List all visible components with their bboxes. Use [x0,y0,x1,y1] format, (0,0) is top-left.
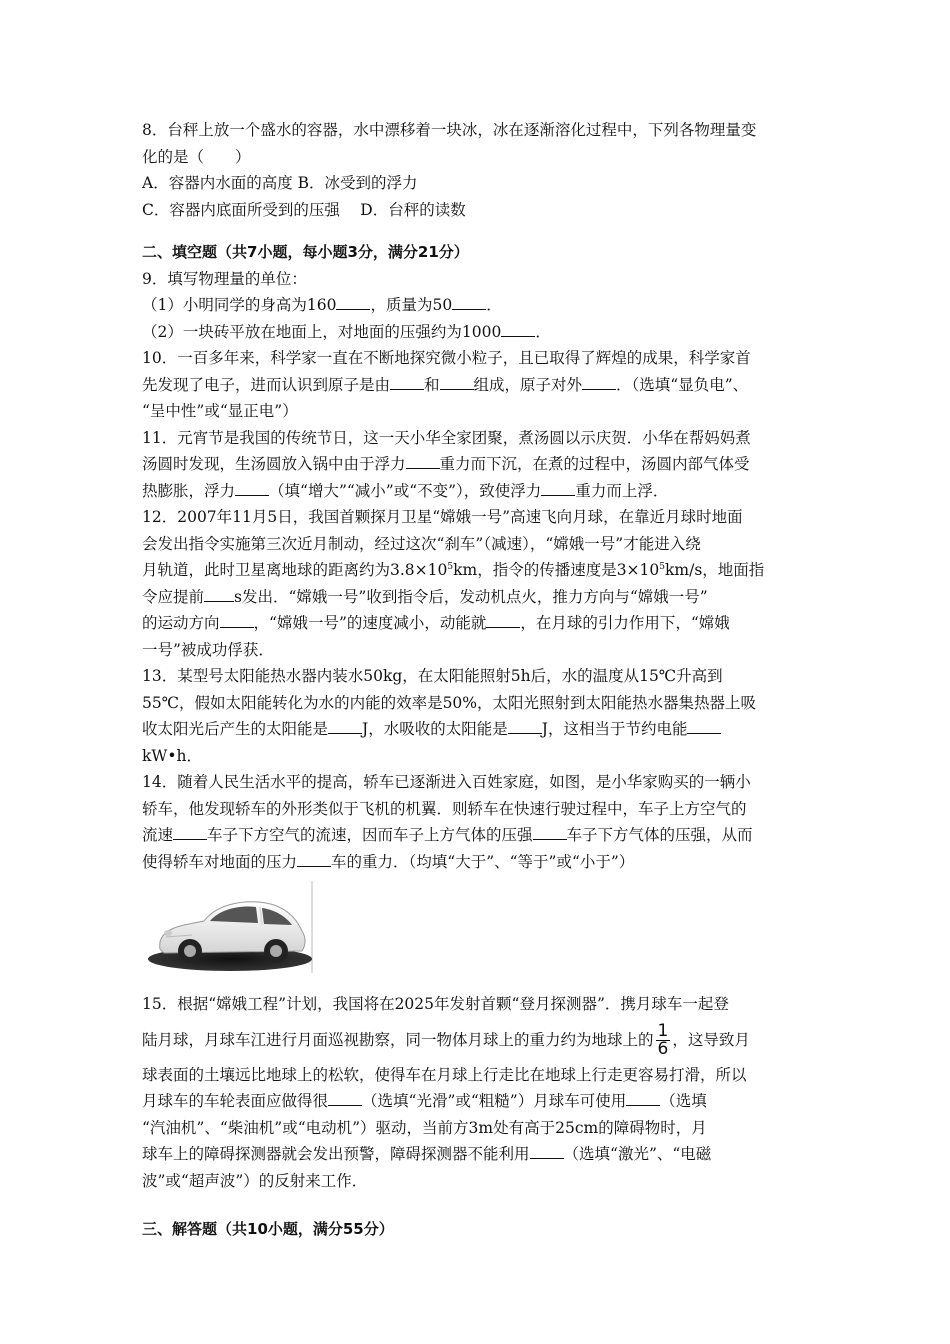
q13-line-2: 55℃，假如太阳能转化为水的内能的效率是50%，太阳光照射到太阳能热水器集热器上吸 [142,693,757,712]
q9-part-1: （1）小明同学的身高为160 ，质量为50 ． [142,292,814,319]
q15-line-1: 15．根据“嫦娥工程”计划，我国将在2025年发射首颗“登月探测器”．携月球车一起登 [142,995,729,1013]
car-image [146,881,316,973]
answer-blank [328,1089,362,1106]
document-content [142,117,814,1243]
answer-blank [297,850,331,867]
q11-line-3: 热膨胀，浮力 （填“增大”“减小”或“不变”），致使浮力 重力而上浮． [142,478,814,505]
q12-line-4: 令应提前 s发出．“嫦娥一号”收到指令后，发动机点火，推力方向与“嫦娥一号” [142,584,814,611]
q13-line-1: 13．某型号太阳能热水器内装水50kg，在太阳能照射5h后，水的温度从15℃升高到 [142,667,723,685]
answer-blank [501,320,535,337]
answer-blank [235,479,269,496]
answer-blank [626,1089,660,1106]
section-3-title: 三、解答题（共10小题，满分55分） [142,1220,394,1238]
q9-part-2: （2）一块砖平放在地面上，对地面的压强约为1000 ． [142,319,814,346]
answer-blank [440,373,474,390]
q15-line-6: 球车上的障碍探测器就会发出预警，障碍探测器不能利用 （选填“激光”、“电磁 [142,1141,814,1168]
q15-line-4: 月球车的车轮表面应做得很 （选填“光滑”或“粗糙”）月球车可使用 （选填 [142,1088,814,1115]
q15-line-5: “汽油机”、“柴油机”或“电动机”）驱动，当前方3m处有高于25cm的障碍物时，月 [142,1118,707,1137]
q12-line-3: 月轨道，此时卫星离地球的距离约为$3.8\times 10^5km$，指令的传播速度是$3\times 10^5km/s$，地面指 [142,561,765,579]
q14-line-1: 14．随着人民生活水平的提高，轿车已逐渐进入百姓家庭，如图，是小华家购买的一辆小 [142,773,751,791]
q13-line-3: 收太阳光后产生的太阳能是 J，水吸收的太阳能是 J，这相当于节约电能 [142,716,814,743]
answer-blank [486,611,520,628]
fraction-one-sixth: $\frac{1}{6}$ [657,1021,669,1059]
answer-blank [582,373,616,390]
answer-blank [406,452,440,469]
answer-blank [390,373,424,390]
q8-line-2: 化的是（ ） [142,147,251,166]
q12-line-2: 会发出指令实施第三次近月制动，经过这次“刹车”（减速），“嫦娥一号”才能进入绕 [142,534,701,553]
answer-blank [328,717,362,734]
q8-options-ab: A．容器内水面的高度 B．冰受到的浮力 [142,174,418,192]
answer-blank [173,823,207,840]
q15-line-2: 陆月球，月球车江进行月面巡视勘察，同一物体月球上的重力约为地球上的 $\frac{1}{6}$ ，这导致月 [142,1021,750,1059]
q8-line-1: 8．台秤上放一个盛水的容器，水中漂移着一块冰，冰在逐渐溶化过程中，下列各物理量变 [142,121,757,139]
q10-line-3: “呈中性”或“显正电”） [142,402,298,420]
q14-line-4: 使得轿车对地面的压力 车的重力．（均填“大于”、“等于”或“小于”） [142,849,814,876]
answer-blank [336,293,370,310]
answer-blank [687,717,721,734]
section-2-title: 二、填空题（共7小题，每小题3分，满分21分） [142,243,469,261]
q9-stem: 9．填写物理量的单位： [142,269,307,288]
q11-line-1: 11．元宵节是我国的传统节日，这一天小华全家团聚，煮汤圆以示庆贺．小华在帮妈妈煮 [142,428,751,447]
q12-line-6: 一号”被成功俘获． [142,640,274,659]
answer-blank [541,479,575,496]
answer-blank [530,1142,564,1159]
answer-blank [204,585,234,602]
answer-blank [220,611,254,628]
answer-blank [508,717,542,734]
answer-blank [452,293,486,310]
q15-line-7: 波”或“超声波”）的反射来工作． [142,1171,368,1190]
q12-line-5: 的运动方向 ，“嫦娥一号”的速度减小，动能就 ，在月球的引力作用下，“嫦娥 [142,610,814,637]
q15-line-3: 球表面的土壤远比地球上的松软，使得车在月球上行走比在地球上行走更容易打滑，所以 [142,1065,747,1084]
car-illustration [146,881,316,973]
q14-line-2: 轿车，他发现轿车的外形类似于飞机的机翼．则轿车在快速行驶过程中，车子上方空气的 [142,799,747,818]
q14-line-3: 流速 车子下方空气的流速，因而车子上方气体的压强 车子下方气体的压强，从而 [142,822,814,849]
answer-blank [533,823,567,840]
q13-line-4: kW•h． [142,746,202,765]
q12-line-1: 12．2007年11月5日，我国首颗探月卫星“嫦娥一号”高速飞向月球，在靠近月球时地面 [142,508,743,526]
q10-line-2: 先发现了电子，进而认识到原子是由 和 组成，原子对外 ．（选填“显负电”、 [142,372,814,399]
q10-line-1: 10．一百多年来，科学家一直在不断地探究微小粒子，且已取得了辉煌的成果，科学家首 [142,349,751,367]
q8-options-cd: C．容器内底面所受到的压强 D．台秤的读数 [142,200,466,219]
q11-line-2: 汤圆时发现，生汤圆放入锅中由于浮力 重力而下沉，在煮的过程中，汤圆内部气体受 [142,451,814,478]
